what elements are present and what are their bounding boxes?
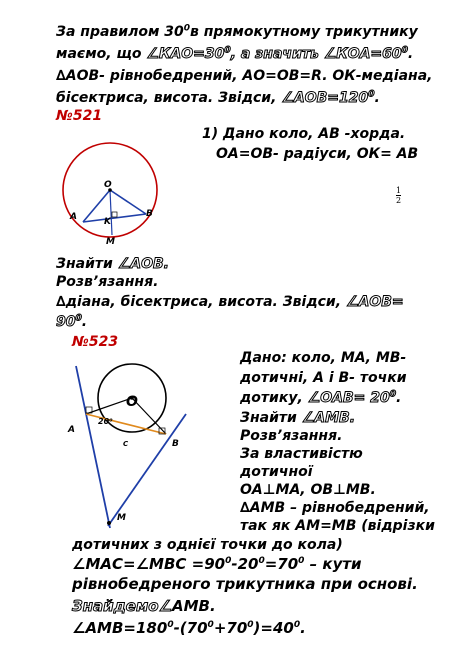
intro-line-4: бісектриса, висота. Звідси, $\angle АОВ=120^0$. (56, 89, 380, 106)
p523-answer: $\angle АМВ=180^0-(70^0+70^0)=40^0$. (72, 619, 306, 637)
p523-label-b: B (172, 439, 179, 449)
p521-solution-line: ∆діана, бісектриса, висота. Звідси, ∠АОВ= (56, 294, 404, 310)
p523-line-12: ∠МАС=∠МВС $=90^0-20^0=70^0$ – кути (72, 555, 362, 573)
problem-523-number: №523 (72, 334, 119, 350)
p523-label-m: M (117, 513, 126, 523)
problem-521-number: №521 (56, 108, 103, 124)
p523-line-11: дотичних з однієї точки до кола) (72, 537, 343, 553)
p523-label-a: A (68, 425, 75, 435)
p521-radius-ob (110, 190, 146, 214)
p523-line-6: За властивістю (240, 446, 363, 462)
p523-line-7: дотичної (240, 464, 313, 480)
p523-tangent-mb (108, 414, 186, 526)
p523-solution-title: Розв’язання. (240, 428, 343, 444)
p521-label-a: A (70, 212, 77, 222)
p523-given-1: Дано: коло, МА, МВ- (240, 350, 407, 366)
intro-line-3: ∆АОВ- рівнобедрений, АО=ОВ=R. ОК-медіана, (56, 68, 433, 84)
p521-label-b: B (146, 209, 153, 219)
p523-line-8: ОА⊥МА, ОВ⊥МВ. (240, 482, 376, 498)
p521-label-m: M (106, 237, 115, 247)
p523-find: Знайти ∠AMB. (240, 410, 356, 426)
p523-line-14: Знайдемо∠АМВ. (72, 597, 216, 615)
p521-solution-title: Розв’язання. (56, 274, 159, 290)
p521-label-k: K (104, 217, 111, 227)
p523-line-9: ∆АМВ – рівнобедрений, (240, 500, 430, 516)
p523-tangent-ma (76, 366, 110, 528)
p523-given-3: дотику, ∠OAB= $20^0$. (240, 389, 402, 406)
p523-line-13: рівнобедреного трикутника при основі. (72, 575, 418, 593)
p523-label-angle: 20⁰ (98, 417, 113, 426)
fraction-one-half: 1 2 (396, 186, 402, 205)
p523-line-10: так як АМ=МВ (відрізки (240, 518, 435, 534)
p523-label-c: C (123, 440, 129, 448)
p521-given-2: ОА=ОВ- радіуси, ОК= АВ (216, 146, 419, 162)
p521-given-1: 1) Дано коло, АВ -хорда. (202, 126, 406, 142)
p523-given-2: дотичні, А і В- точки (240, 370, 407, 386)
intro-line-2: маємо, що $\angle КАО=30^0$, а значить $\angle КОА=60^0$. (56, 45, 414, 62)
p521-right-angle (112, 212, 117, 217)
p521-diagram (58, 140, 168, 252)
p521-label-o: O (104, 180, 112, 190)
p523-label-o: O (126, 394, 138, 410)
p523-diagram (64, 362, 194, 530)
intro-line-1: За правилом $30^0в$ прямокутному трикутнику (56, 23, 418, 40)
p521-answer: $90^0$. (56, 313, 88, 330)
p521-find: Знайти ∠АОВ. (56, 256, 169, 272)
p521-chord-ab (83, 214, 146, 222)
